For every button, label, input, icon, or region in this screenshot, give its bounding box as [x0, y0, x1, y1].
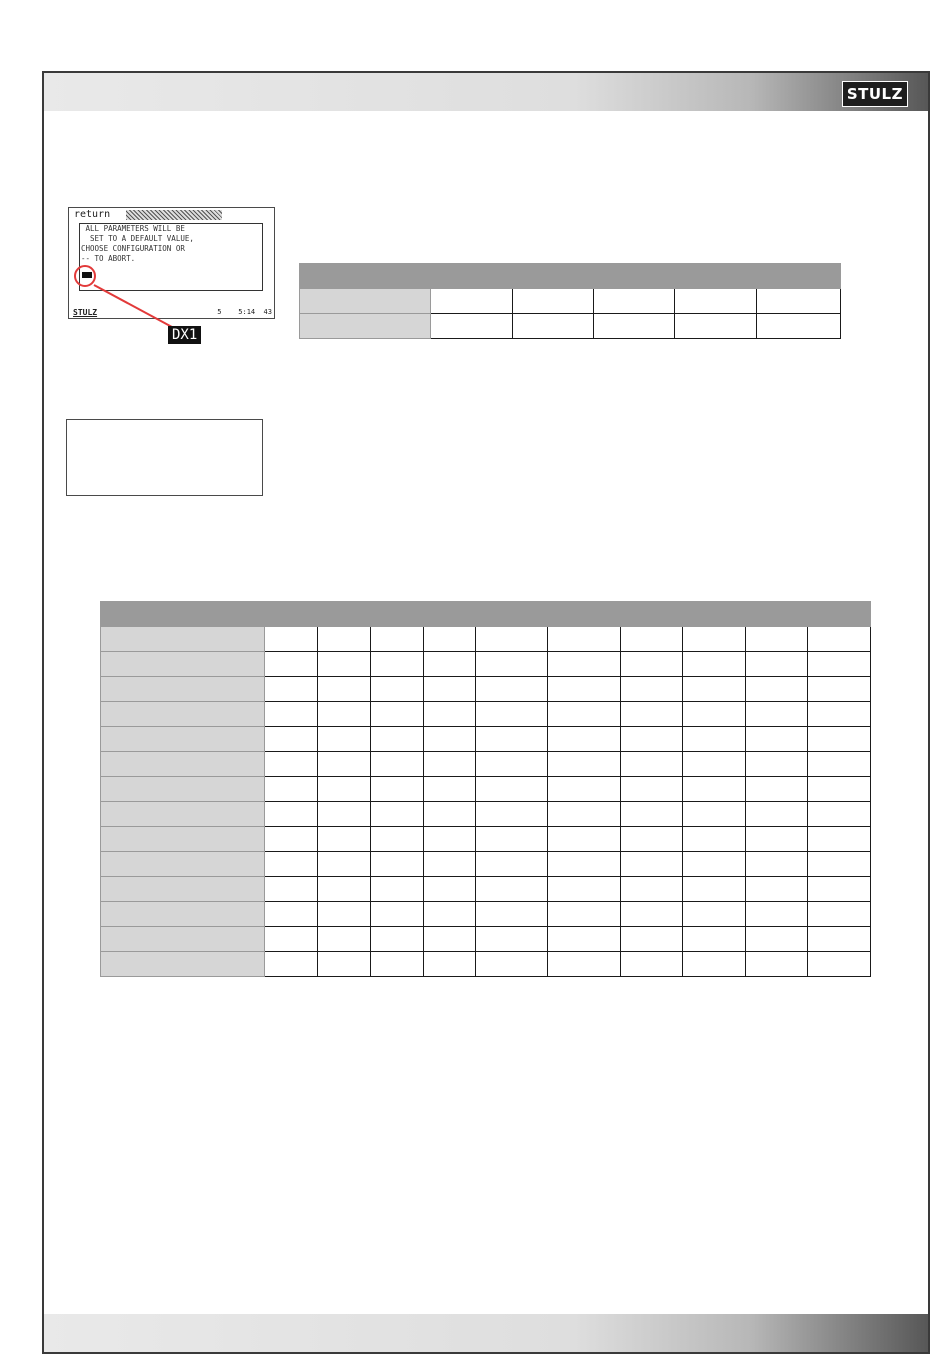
- header-cell: [430, 264, 512, 289]
- table-cell: [683, 927, 746, 952]
- header-cell: [512, 264, 594, 289]
- table-cell: [594, 289, 675, 314]
- row-label-cell: [101, 852, 265, 877]
- table-row: [101, 652, 871, 677]
- row-label-cell: [101, 777, 265, 802]
- table-cell: [264, 777, 317, 802]
- table-cell: [423, 677, 476, 702]
- row-label-cell: [101, 802, 265, 827]
- table-cell: [621, 827, 683, 852]
- header-cell: [101, 602, 265, 627]
- table-cell: [548, 652, 621, 677]
- table-cell: [317, 777, 370, 802]
- header-cell: [594, 264, 675, 289]
- header-cell: [370, 602, 423, 627]
- table-cell: [807, 677, 870, 702]
- row-label-cell: [101, 827, 265, 852]
- header-cell: [757, 264, 841, 289]
- row-label-cell: [101, 877, 265, 902]
- table-cell: [476, 952, 548, 977]
- table-cell: [683, 652, 746, 677]
- table-cell: [423, 877, 476, 902]
- table-cell: [807, 652, 870, 677]
- header-cell: [264, 602, 317, 627]
- table-row: [101, 677, 871, 702]
- table-cell: [476, 652, 548, 677]
- table-row: [101, 627, 871, 652]
- table-cell: [423, 952, 476, 977]
- header-cell: [807, 602, 870, 627]
- lcd-brand: STULZ: [73, 308, 98, 317]
- header-cell: [476, 602, 548, 627]
- table-cell: [264, 802, 317, 827]
- table-cell: [317, 702, 370, 727]
- table-cell: [423, 627, 476, 652]
- table-cell: [548, 877, 621, 902]
- row-label-cell: [300, 314, 431, 339]
- header-cell: [675, 264, 757, 289]
- table-cell: [746, 627, 808, 652]
- table-cell: [423, 802, 476, 827]
- table-cell: [807, 752, 870, 777]
- table-cell: [476, 702, 548, 727]
- table-cell: [317, 927, 370, 952]
- table-cell: [476, 902, 548, 927]
- table-cell: [264, 827, 317, 852]
- table-cell: [683, 677, 746, 702]
- table-cell: [548, 927, 621, 952]
- table-cell: [370, 852, 423, 877]
- table-cell: [317, 752, 370, 777]
- table-cell: [317, 852, 370, 877]
- table-cell: [317, 627, 370, 652]
- table-row: [101, 852, 871, 877]
- header-cell: [300, 264, 431, 289]
- table-row: [101, 777, 871, 802]
- table-cell: [594, 314, 675, 339]
- table-cell: [476, 827, 548, 852]
- lcd-line: ALL PARAMETERS WILL BE: [81, 224, 185, 233]
- row-label-cell: [101, 677, 265, 702]
- table-cell: [476, 677, 548, 702]
- table-cell: [264, 652, 317, 677]
- table-cell: [264, 702, 317, 727]
- table-cell: [548, 952, 621, 977]
- table-cell: [683, 877, 746, 902]
- table-cell: [548, 702, 621, 727]
- table-row: [101, 952, 871, 977]
- table-cell: [683, 727, 746, 752]
- table-cell: [264, 852, 317, 877]
- table-cell: [807, 827, 870, 852]
- table-cell: [423, 852, 476, 877]
- table-cell: [423, 827, 476, 852]
- table-cell: [683, 802, 746, 827]
- header-cell: [317, 602, 370, 627]
- table-cell: [746, 902, 808, 927]
- table-cell: [757, 289, 841, 314]
- table-cell: [548, 802, 621, 827]
- table-cell: [807, 777, 870, 802]
- lcd-status: 5 5:14 43: [217, 308, 272, 316]
- table-cell: [807, 927, 870, 952]
- table-cell: [621, 877, 683, 902]
- table-cell: [621, 927, 683, 952]
- row-label-cell: [101, 727, 265, 752]
- table-cell: [746, 727, 808, 752]
- table-cell: [430, 314, 512, 339]
- table-cell: [264, 677, 317, 702]
- header-cell: [683, 602, 746, 627]
- table-cell: [683, 852, 746, 877]
- header-cell: [621, 602, 683, 627]
- table-cell: [476, 627, 548, 652]
- table-cell: [423, 752, 476, 777]
- table-cell: [548, 627, 621, 652]
- table-cell: [621, 777, 683, 802]
- table-cell: [370, 702, 423, 727]
- table-cell: [621, 702, 683, 727]
- table-header-row: [101, 602, 871, 627]
- table-cell: [476, 752, 548, 777]
- lcd-line: CHOOSE CONFIGURATION OR: [81, 244, 185, 253]
- table-header-row: [300, 264, 841, 289]
- settings-table-small: [299, 263, 841, 339]
- table-cell: [370, 877, 423, 902]
- header-cell: [548, 602, 621, 627]
- table-row: [101, 802, 871, 827]
- table-cell: [370, 777, 423, 802]
- table-cell: [621, 852, 683, 877]
- table-cell: [423, 702, 476, 727]
- callout-label: DX1: [168, 326, 201, 344]
- table-cell: [548, 902, 621, 927]
- table-cell: [423, 902, 476, 927]
- row-label-cell: [101, 902, 265, 927]
- table-cell: [370, 902, 423, 927]
- table-cell: [683, 777, 746, 802]
- table-cell: [746, 702, 808, 727]
- row-label-cell: [101, 752, 265, 777]
- header-cell: [746, 602, 808, 627]
- lcd-line: -- TO ABORT.: [81, 254, 136, 263]
- row-label-cell: [101, 952, 265, 977]
- lcd-title: return: [74, 209, 111, 220]
- table-cell: [621, 652, 683, 677]
- table-cell: [264, 752, 317, 777]
- table-row: [101, 702, 871, 727]
- table-cell: [512, 314, 594, 339]
- table-cell: [370, 727, 423, 752]
- table-cell: [621, 627, 683, 652]
- table-cell: [746, 877, 808, 902]
- table-cell: [621, 677, 683, 702]
- table-cell: [370, 802, 423, 827]
- table-cell: [683, 702, 746, 727]
- table-cell: [746, 777, 808, 802]
- table-row: [101, 877, 871, 902]
- table-cell: [264, 952, 317, 977]
- table-cell: [370, 752, 423, 777]
- table-cell: [621, 952, 683, 977]
- table-cell: [746, 802, 808, 827]
- lcd-line: SET TO A DEFAULT VALUE,: [81, 234, 194, 243]
- table-cell: [548, 777, 621, 802]
- table-cell: [548, 677, 621, 702]
- table-cell: [423, 652, 476, 677]
- table-cell: [746, 827, 808, 852]
- table-cell: [675, 289, 757, 314]
- table-cell: [746, 652, 808, 677]
- table-cell: [423, 927, 476, 952]
- table-cell: [683, 752, 746, 777]
- table-cell: [317, 902, 370, 927]
- footer-band: [44, 1314, 928, 1352]
- table-cell: [264, 902, 317, 927]
- table-cell: [807, 952, 870, 977]
- table-cell: [476, 927, 548, 952]
- table-cell: [476, 727, 548, 752]
- table-cell: [423, 777, 476, 802]
- table-cell: [317, 827, 370, 852]
- table-cell: [807, 727, 870, 752]
- table-cell: [476, 877, 548, 902]
- header-cell: [423, 602, 476, 627]
- stulz-logo: STULZ: [842, 81, 908, 107]
- table-cell: [370, 652, 423, 677]
- table-row: [101, 902, 871, 927]
- table-cell: [746, 677, 808, 702]
- table-cell: [370, 952, 423, 977]
- table-cell: [264, 927, 317, 952]
- table-cell: [683, 952, 746, 977]
- table-cell: [476, 802, 548, 827]
- table-row: [300, 289, 841, 314]
- table-cell: [621, 802, 683, 827]
- table-cell: [746, 752, 808, 777]
- table-cell: [430, 289, 512, 314]
- table-cell: [548, 852, 621, 877]
- table-cell: [621, 752, 683, 777]
- table-cell: [423, 727, 476, 752]
- row-label-cell: [101, 927, 265, 952]
- table-cell: [370, 827, 423, 852]
- row-label-cell: [101, 627, 265, 652]
- table-cell: [683, 827, 746, 852]
- table-row: [101, 727, 871, 752]
- table-cell: [370, 677, 423, 702]
- table-cell: [746, 952, 808, 977]
- table-cell: [264, 627, 317, 652]
- table-cell: [317, 952, 370, 977]
- table-cell: [807, 877, 870, 902]
- table-row: [101, 827, 871, 852]
- table-cell: [512, 289, 594, 314]
- row-label-cell: [101, 702, 265, 727]
- table-cell: [370, 927, 423, 952]
- table-cell: [370, 627, 423, 652]
- table-cell: [317, 877, 370, 902]
- table-cell: [807, 902, 870, 927]
- table-cell: [746, 927, 808, 952]
- table-row: [101, 752, 871, 777]
- table-cell: [683, 902, 746, 927]
- table-cell: [683, 627, 746, 652]
- table-cell: [476, 777, 548, 802]
- table-cell: [621, 727, 683, 752]
- table-cell: [548, 727, 621, 752]
- table-cell: [807, 702, 870, 727]
- table-cell: [621, 902, 683, 927]
- callout-leader-line: [0, 0, 950, 400]
- table-cell: [807, 802, 870, 827]
- table-cell: [548, 752, 621, 777]
- table-cell: [317, 677, 370, 702]
- table-cell: [317, 652, 370, 677]
- table-row: [101, 927, 871, 952]
- table-row: [300, 314, 841, 339]
- table-cell: [807, 852, 870, 877]
- table-cell: [746, 852, 808, 877]
- table-cell: [548, 827, 621, 852]
- table-cell: [675, 314, 757, 339]
- table-cell: [264, 877, 317, 902]
- table-cell: [807, 627, 870, 652]
- row-label-cell: [300, 289, 431, 314]
- empty-box: [66, 419, 263, 496]
- table-cell: [317, 802, 370, 827]
- table-cell: [476, 852, 548, 877]
- table-cell: [264, 727, 317, 752]
- row-label-cell: [101, 652, 265, 677]
- table-cell: [757, 314, 841, 339]
- table-cell: [317, 727, 370, 752]
- settings-table-large: [100, 601, 871, 977]
